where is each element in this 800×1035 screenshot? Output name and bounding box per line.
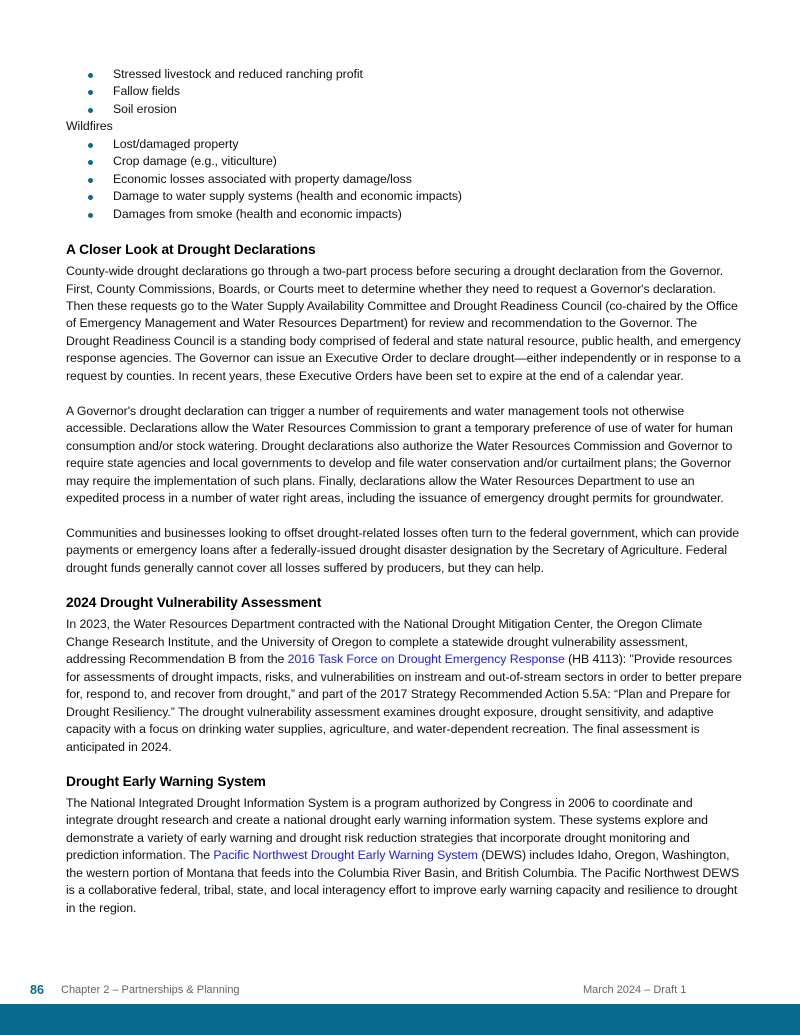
footer-date-draft: March 2024 – Draft 1: [583, 984, 687, 996]
paragraph-text: In 2023, the Water Resources Department contracted with the National Drought Mitigation Center, the Oregon Climate Change Research Institute, and the University of Oregon to complete a statewide drought vulnerability assessment, addressing Recommendation B from the: [66, 617, 703, 667]
bullet-icon: [88, 160, 93, 165]
bullet-icon: [88, 90, 93, 95]
paragraph-text: The National Integrated Drought Information System is a program authorized by Congress in 2006 to coordinate and integrate drought research and create a national drought early warning information system. These systems explore and demonstrate a variety of early warning and drought risk reduction strategies that incorporate drought monitoring and prediction information. The: [66, 795, 708, 863]
drought-impacts-list: [66, 66, 742, 118]
paragraph-text: (HB 4113): "Provide resources for assessments of drought impacts, risks, and vulnerabilities on instream and out-of-stream sectors in order to better prepare for, respond to, and recover from drought,” and part of the 2017 Strategy Recommended Action 5.5A: “Plan and Prepare for Drought Resiliency.” The drought vulnerability assessment examines drought exposure, drought sensitivity, and adaptive capacity with a focus on drinking water supplies, agriculture, and water-dependent recreation. The final assessment is anticipated in 2024.: [66, 652, 742, 754]
list-item-text: Soil erosion: [113, 101, 177, 116]
list-item: [66, 153, 742, 170]
wildfires-list: [66, 136, 742, 223]
heading-drought-declarations: A Closer Look at Drought Declarations: [66, 242, 316, 258]
footer-chapter-title: Chapter 2 – Partnerships & Planning: [61, 984, 240, 996]
paragraph-declarations-process: County-wide drought declarations go through a two-part process before securing a drought declaration from the Governor. First, County Commissions, Boards, or Courts meet to determine whether they need to request a Governor's declaration. Then these requests go to the Water Supply Availability Committee and Drought Readiness Council (co-chaired by the Office of Emergency Management and Water Resources Department) for review and recommendation to the Governor. The Drought Readiness Council is a standing body comprised of federal and state natural resource, public health, and emergency response agencies. The Governor can issue an Executive Order to declare drought—either independently or in response to a request by counties. In recent years, these Executive Orders have been set to expire at the end of a calendar year.: [66, 264, 741, 383]
list-item: [66, 101, 742, 118]
list-item: [66, 136, 742, 153]
paragraph-vulnerability-assessment: [66, 616, 742, 756]
list-item-text: Stressed livestock and reduced ranching profit: [113, 67, 363, 81]
list-item: [66, 171, 742, 188]
paragraph-early-warning-system: [66, 795, 742, 917]
bullet-icon: [88, 73, 93, 78]
bullet-icon: [88, 108, 93, 113]
list-item: [66, 188, 742, 205]
bullet-icon: [88, 195, 93, 200]
heading-vulnerability-assessment: 2024 Drought Vulnerability Assessment: [66, 595, 322, 611]
list-item-text: Damage to water supply systems (health and economic impacts): [113, 189, 462, 204]
pnw-dews-link[interactable]: Pacific Northwest Drought Early Warning System: [213, 848, 478, 863]
paragraph-declaration-triggers: A Governor's drought declaration can trigger a number of requirements and water management tools not otherwise accessible. Declarations allow the Water Resources Commission to grant a temporary preference of use of water for human consumption and/or stock watering. Drought declarations also authorize the Water Resources Commission and Governor to require state agencies and local governments to develop and file water conservation and/or curtailment plans; the Governor may require the implementation of such plans. Finally, declarations allow the Water Resources Department to use an expedited process in a number of water right areas, including the issuance of emergency drought permits for groundwater.: [66, 403, 733, 506]
paragraph-federal-assistance: Communities and businesses looking to offset drought-related losses often turn to the federal government, which can provide payments or emergency loans after a federally-issued drought disaster designation by the Secretary of Agriculture. Federal drought funds generally cannot cover all losses suffered by producers, but they can help.: [66, 525, 740, 575]
list-item-text: Damages from smoke (health and economic impacts): [113, 206, 402, 221]
bullet-icon: [88, 178, 93, 183]
list-item: [66, 206, 742, 223]
page-content: [66, 66, 742, 917]
list-item: [66, 66, 742, 83]
list-item-text: Economic losses associated with property damage/loss: [113, 171, 412, 186]
bullet-icon: [88, 143, 93, 148]
list-item: [66, 83, 742, 100]
list-item-text: Crop damage (e.g., viticulture): [113, 154, 277, 169]
heading-early-warning-system: Drought Early Warning System: [66, 773, 266, 789]
paragraph-text: (DEWS) includes Idaho, Oregon, Washington, the western portion of Montana that feeds into the Columbia River Basin, and British Columbia. The Pacific Northwest DEWS is a collaborative federal, tribal, state, and local interagency effort to improve early warning capacity and resilience to drought in the region.: [66, 848, 740, 915]
task-force-link[interactable]: 2016 Task Force on Drought Emergency Response: [287, 652, 565, 667]
list-item-text: Lost/damaged property: [113, 136, 239, 151]
page-number: 86: [30, 983, 44, 997]
wildfires-label: Wildfires: [66, 119, 113, 134]
page-footer: [0, 983, 800, 1001]
footer-bar: [0, 1004, 800, 1035]
list-item-text: Fallow fields: [113, 84, 181, 99]
bullet-icon: [88, 213, 93, 218]
